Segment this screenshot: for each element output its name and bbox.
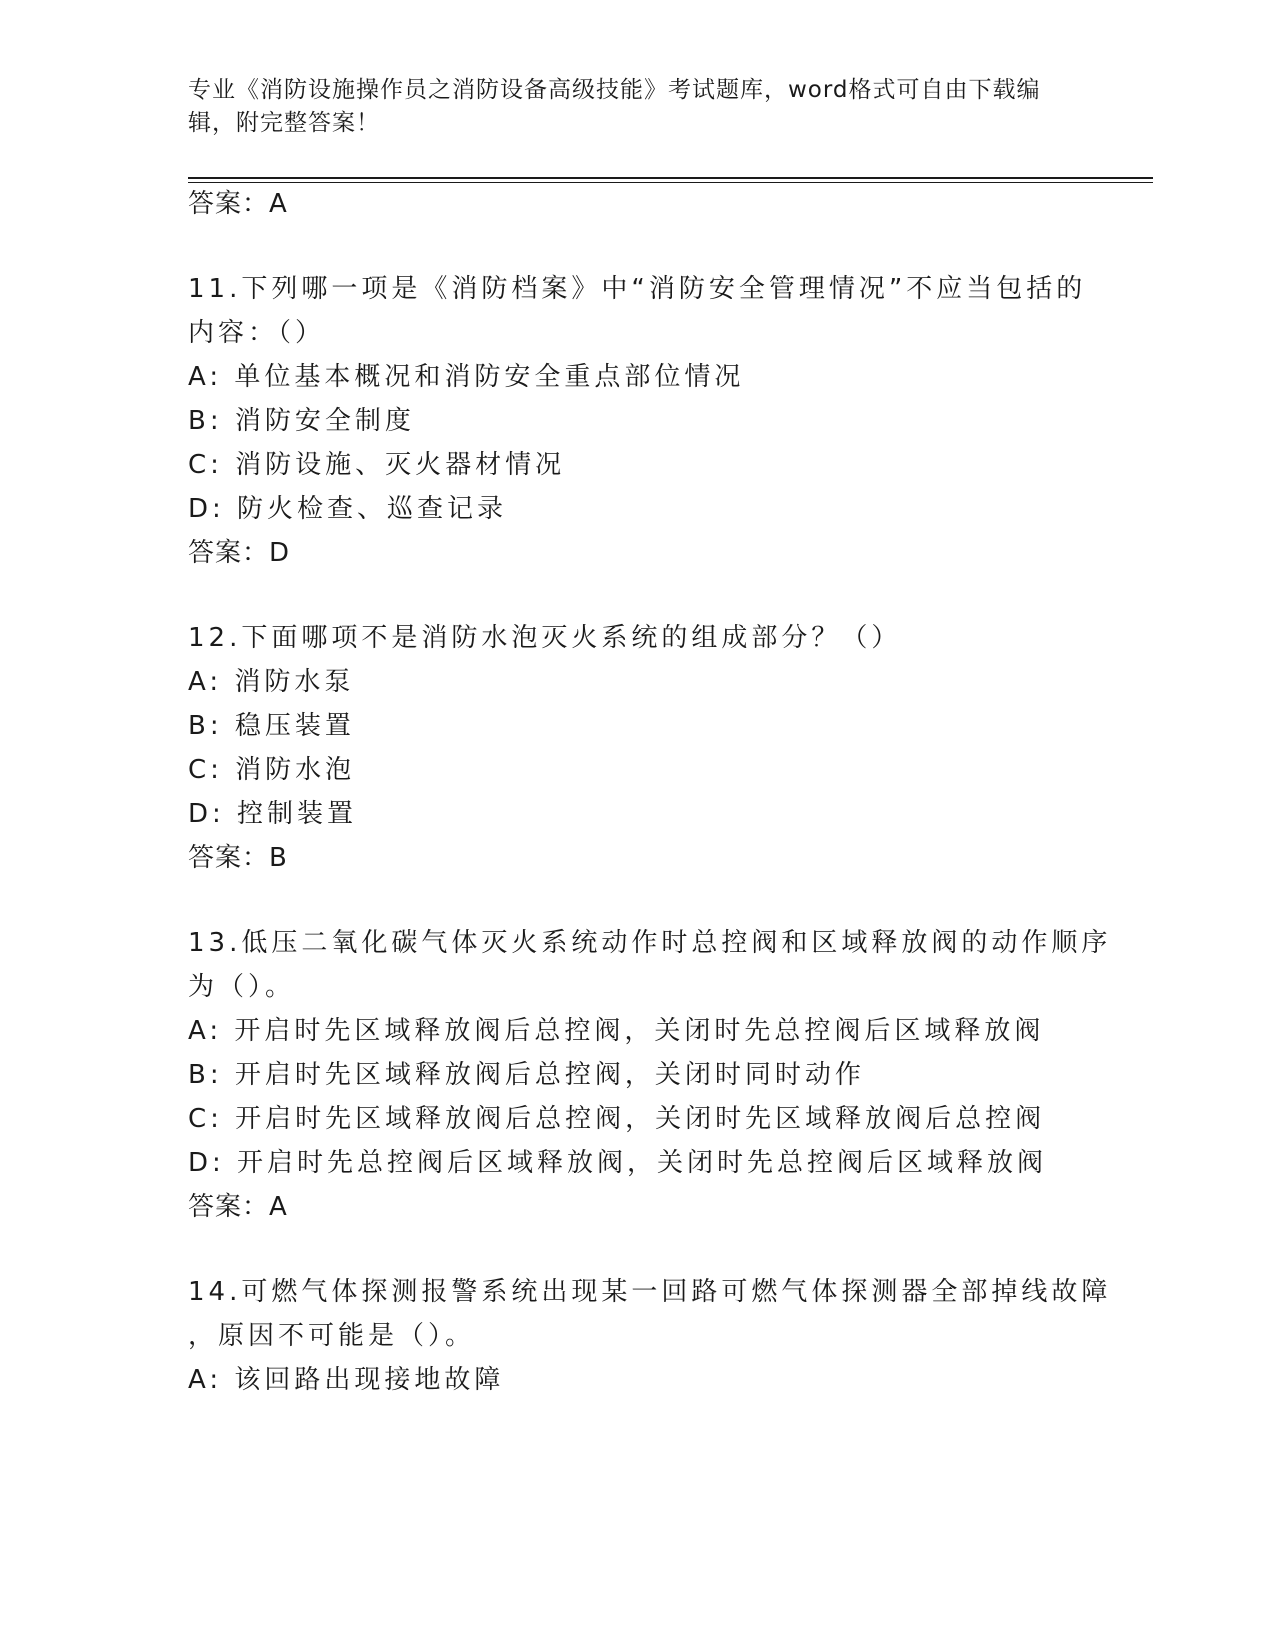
question-13-option-c: C: 开启时先区域释放阀后总控阀，关闭时先区域释放阀后总控阀	[188, 1104, 1046, 1134]
question-13-option-d: D: 开启时先总控阀后区域释放阀，关闭时先总控阀后区域释放阀	[188, 1148, 1048, 1178]
question-12-option-a: A: 消防水泵	[188, 667, 355, 697]
question-14-stem-line1: 14.可燃气体探测报警系统出现某一回路可燃气体探测器全部掉线故障	[188, 1277, 1112, 1307]
question-11-answer: 答案：D	[188, 538, 291, 568]
question-13-stem-line2: 为（）。	[188, 972, 296, 1002]
document-header: 专业《消防设施操作员之消防设备高级技能》考试题库，word格式可自由下载编辑，附完整答案！	[188, 77, 1041, 136]
header-divider-thick	[188, 177, 1153, 179]
question-13-answer: 答案：A	[188, 1192, 288, 1222]
previous-answer: 答案：A	[188, 189, 288, 219]
question-13-stem-line1: 13.低压二氧化碳气体灭火系统动作时总控阀和区域释放阀的动作顺序	[188, 928, 1112, 958]
header-divider-thin	[188, 182, 1153, 183]
question-14-option-a: A: 该回路出现接地故障	[188, 1365, 505, 1395]
question-11-option-a: A: 单位基本概况和消防安全重点部位情况	[188, 362, 745, 392]
question-13-option-b: B: 开启时先区域释放阀后总控阀，关闭时同时动作	[188, 1060, 865, 1090]
question-11-option-c: C: 消防设施、灭火器材情况	[188, 450, 566, 480]
question-11-option-d: D: 防火检查、巡查记录	[188, 494, 508, 524]
question-11-option-b: B: 消防安全制度	[188, 406, 415, 436]
question-14-stem-line2: ，原因不可能是（）。	[188, 1321, 476, 1351]
question-12-option-c: C: 消防水泡	[188, 755, 356, 785]
question-11-stem-line1: 11.下列哪一项是《消防档案》中“消防安全管理情况”不应当包括的	[188, 274, 1087, 304]
question-12-stem-line1: 12.下面哪项不是消防水泡灭火系统的组成部分？（）	[188, 623, 902, 653]
question-12-option-b: B: 稳压装置	[188, 711, 355, 741]
question-12-answer: 答案：B	[188, 843, 288, 873]
question-11-stem-line2: 内容：（）	[188, 318, 326, 348]
question-12-option-d: D: 控制装置	[188, 799, 358, 829]
question-13-option-a: A: 开启时先区域释放阀后总控阀，关闭时先总控阀后区域释放阀	[188, 1016, 1045, 1046]
